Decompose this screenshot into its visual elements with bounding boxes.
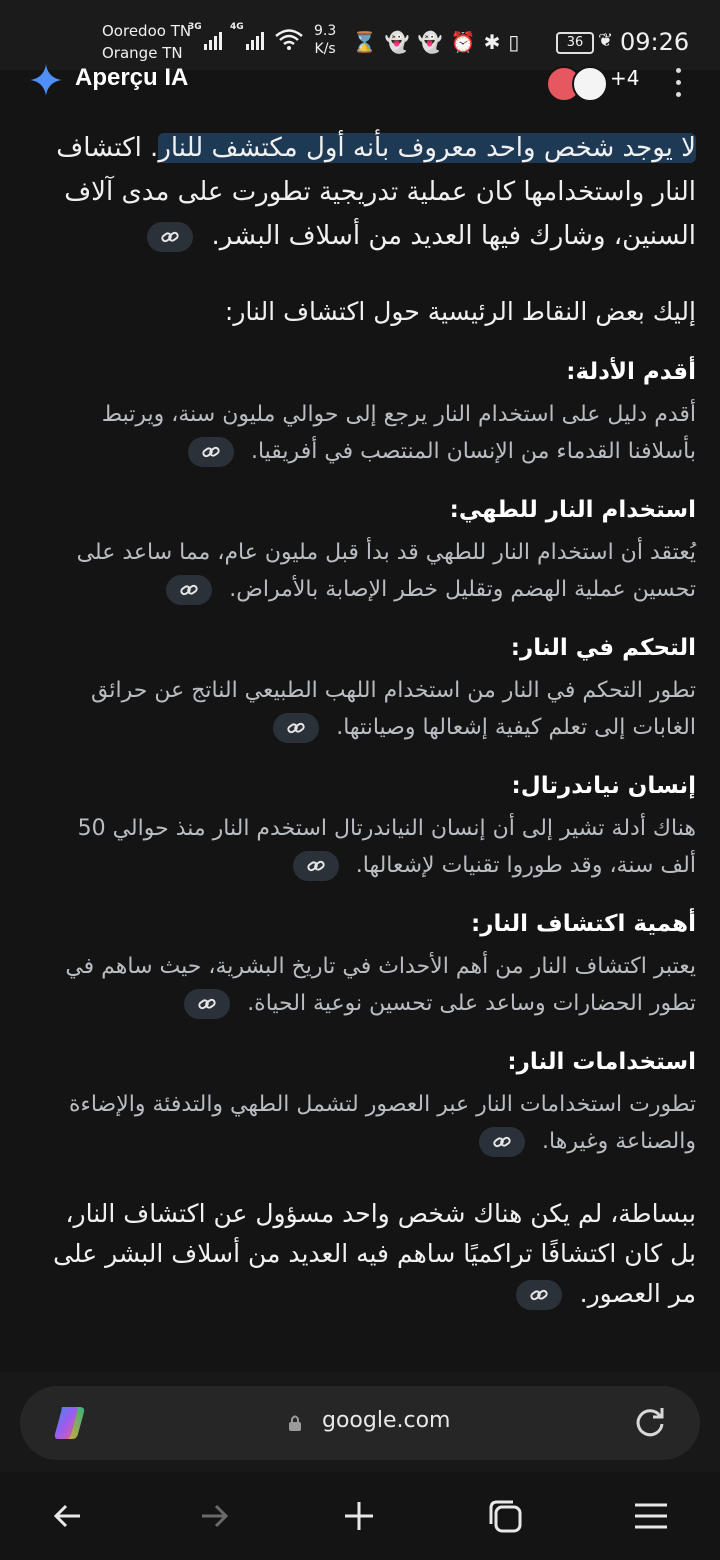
section-body-text: أقدم دليل على استخدام النار يرجع إلى حوالي مليون سنة، ويرتبط بأسلافنا القدماء من الإنسان المنتصب في أفريقيا. [101,402,696,464]
first-paragraph-rest: . اكتشاف النار واستخدامها كان عملية تدريجية تطورت على مدى آلاف السنين، وشارك فيها العديد من أسلاف البشر. [56,133,696,251]
bluetooth-icon: ✱ [483,30,501,54]
summary-text: ببساطة، لم يكن هناك شخص واحد مسؤول عن اكتشاف النار، بل كان اكتشافًا تراكميًا ساهم فيه العديد من أسلاف البشر على مر العصور. [53,1199,696,1308]
new-tab-plus-icon[interactable] [341,1498,377,1534]
section-body [36,810,696,884]
section-body-text: يعتبر اكتشاف النار من أهم الأحداث في تاريخ البشرية، حيث ساهم في تطور الحضارات وساعد على تحسين نوعية الحياة. [65,954,696,1016]
vibrate-icon: ▯ [508,30,520,54]
section-item [36,630,696,746]
snapchat-icon: 👻 [417,30,443,54]
carrier-1: Ooredoo TN [102,22,192,40]
highlighted-answer: لا يوجد شخص واحد معروف بأنه أول مكتشف للنار [158,133,696,163]
ai-overview-content [36,126,696,1314]
section-body-text: هناك أدلة تشير إلى أن إنسان النياندرتال استخدم النار منذ حوالي 50 ألف سنة، وقد طوروا تقنيات لإشعالها. [77,816,696,878]
ai-overview-header [0,58,720,102]
tabs-icon[interactable] [487,1498,523,1534]
reload-icon[interactable] [632,1404,668,1440]
link-icon [307,858,325,874]
link-icon [530,1287,548,1303]
source-avatars[interactable] [546,66,606,98]
section-body [36,396,696,470]
source-link-chip[interactable] [293,851,339,881]
signal-1-label: 3G [188,22,202,32]
source-link-chip[interactable] [147,222,193,252]
signal-icon [188,22,222,50]
section-item [36,1044,696,1160]
more-options-icon[interactable] [670,64,686,100]
sources-count[interactable]: +4 [610,66,640,90]
section-title: أقدم الأدلة: [566,359,696,385]
speed-value: 9.3 [314,23,337,39]
link-icon [493,1134,511,1150]
link-icon [180,582,198,598]
alarm-icon: ⏰ [450,30,476,54]
source-link-chip[interactable] [166,575,212,605]
speed-unit: K/s [314,41,336,57]
notification-icons [352,30,519,54]
link-icon [202,444,220,460]
section-title: إنسان نياندرتال: [511,773,696,799]
section-body [36,672,696,746]
link-icon [287,720,305,736]
battery-icon: 36 [556,32,594,54]
menu-icon[interactable] [633,1498,669,1534]
url-text[interactable]: google.com [322,1408,451,1433]
signal-group [188,22,304,50]
source-link-chip[interactable] [184,989,230,1019]
network-speed [314,22,336,58]
forward-arrow-icon[interactable] [196,1498,232,1534]
section-title: أهمية اكتشاف النار: [471,911,696,937]
section-item [36,492,696,608]
source-link-chip[interactable] [273,713,319,743]
source-link-chip[interactable] [188,437,234,467]
section-title: استخدامات النار: [507,1049,696,1075]
intro-text: إليك بعض النقاط الرئيسية حول اكتشاف النار: [224,297,696,326]
copilot-icon[interactable] [50,1404,88,1442]
source-avatar [572,66,608,102]
summary-paragraph [36,1194,696,1314]
hourglass-icon: ⌛ [352,30,377,54]
back-arrow-icon[interactable] [50,1498,86,1534]
carrier-2: Orange TN [102,44,183,62]
link-icon [198,996,216,1012]
clock: 09:26 [620,28,690,56]
source-link-chip[interactable] [516,1280,562,1310]
section-item [36,768,696,884]
header-title: Aperçu IA [75,64,189,91]
address-bar-area [0,1372,720,1472]
section-body [36,1086,696,1160]
section-body [36,534,696,608]
first-paragraph [36,126,696,258]
section-body [36,948,696,1022]
section-title: التحكم في النار: [510,635,696,661]
section-body-text: تطورت استخدامات النار عبر العصور لتشمل الطهي والتدفئة والإضاءة والصناعة وغيرها. [68,1092,696,1154]
section-title: استخدام النار للطهي: [449,497,696,523]
signal-icon [230,22,264,50]
signal-2-label: 4G [230,22,244,32]
section-body-text: يُعتقد أن استخدام النار للطهي قد بدأ قبل مليون عام، مما ساعد على تحسين عملية الهضم وتقليل خطر الإصابة بالأمراض. [76,540,696,602]
address-bar[interactable] [20,1386,700,1460]
snapchat-icon: 👻 [384,30,410,54]
section-body-text: تطور التحكم في النار من استخدام اللهب الطبيعي الناتج عن حرائق الغابات إلى تعلم كيفية إشعالها وصيانتها. [91,678,696,740]
gemini-spark-icon [30,64,62,96]
lock-icon [288,1414,302,1432]
wifi-icon [274,28,304,50]
section-item [36,354,696,470]
link-icon [161,229,179,245]
source-link-chip[interactable] [479,1127,525,1157]
section-item [36,906,696,1022]
leaf-icon: ❦ [598,30,614,51]
bottom-toolbar [0,1472,720,1560]
